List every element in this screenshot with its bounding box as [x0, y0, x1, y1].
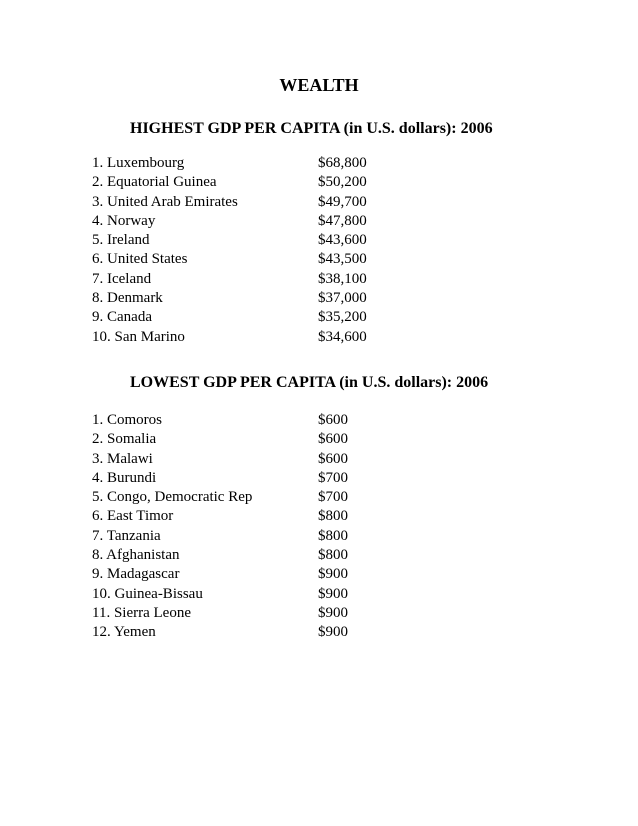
list-item	[92, 469, 492, 488]
gdp-value: $900	[318, 624, 348, 641]
gdp-value: $700	[318, 469, 348, 486]
gdp-value: $38,100	[318, 270, 367, 287]
list-item	[92, 585, 492, 604]
list-item	[92, 173, 492, 192]
country-name: 7. Iceland	[92, 270, 152, 287]
list-item	[92, 450, 492, 469]
list-item	[92, 270, 492, 289]
gdp-value: $800	[318, 508, 348, 525]
gdp-value: $800	[318, 547, 348, 564]
list-item	[92, 430, 492, 449]
gdp-value: $47,800	[318, 212, 367, 229]
gdp-value: $600	[318, 450, 348, 467]
gdp-value: $700	[318, 489, 348, 506]
list-item	[92, 250, 492, 269]
country-name: 5. Ireland	[92, 232, 150, 249]
gdp-value: $50,200	[318, 174, 367, 191]
gdp-value: $34,600	[318, 328, 367, 345]
list-item	[92, 488, 492, 507]
lowest-gdp-list	[92, 411, 492, 643]
country-name: 8. Afghanistan	[92, 547, 180, 564]
country-name: 11. Sierra Leone	[92, 604, 191, 621]
country-name: 6. East Timor	[92, 508, 174, 525]
gdp-value: $900	[318, 604, 348, 621]
country-name: 10. San Marino	[92, 328, 185, 345]
gdp-value: $43,600	[318, 232, 367, 249]
list-item	[92, 565, 492, 584]
gdp-value: $49,700	[318, 193, 367, 210]
country-name: 10. Guinea-Bissau	[92, 585, 203, 602]
list-item	[92, 546, 492, 565]
list-item	[92, 154, 492, 173]
country-name: 12. Yemen	[92, 624, 156, 641]
gdp-value: $68,800	[318, 155, 367, 171]
list-item	[92, 604, 492, 623]
gdp-value: $35,200	[318, 309, 367, 326]
list-item	[92, 308, 492, 327]
gdp-value: $600	[318, 412, 348, 428]
list-item	[92, 289, 492, 308]
list-item	[92, 328, 492, 347]
country-name: 1. Comoros	[92, 412, 163, 428]
lowest-gdp-heading: LOWEST GDP PER CAPITA (in U.S. dollars): 2006	[130, 374, 489, 391]
country-name: 3. Malawi	[92, 450, 153, 467]
list-item	[92, 623, 492, 642]
page-title: WEALTH	[279, 75, 359, 95]
country-name: 9. Madagascar	[92, 566, 180, 583]
gdp-value: $900	[318, 585, 348, 602]
list-item	[92, 411, 492, 430]
country-name: 6. United States	[92, 251, 188, 268]
country-name: 4. Norway	[92, 212, 156, 229]
country-name: 3. United Arab Emirates	[92, 193, 238, 210]
list-item	[92, 507, 492, 526]
gdp-value: $800	[318, 527, 348, 544]
gdp-value: $43,500	[318, 251, 367, 268]
gdp-value: $600	[318, 431, 348, 448]
country-name: 5. Congo, Democratic Rep	[92, 489, 253, 506]
list-item	[92, 231, 492, 250]
highest-gdp-list	[92, 154, 492, 347]
country-name: 2. Equatorial Guinea	[92, 174, 217, 191]
country-name: 8. Denmark	[92, 290, 163, 307]
list-item	[92, 193, 492, 212]
country-name: 9. Canada	[92, 309, 152, 326]
country-name: 2. Somalia	[92, 431, 157, 448]
list-item	[92, 212, 492, 231]
country-name: 7. Tanzania	[92, 527, 161, 544]
gdp-value: $37,000	[318, 290, 367, 307]
country-name: 1. Luxembourg	[92, 155, 185, 171]
list-item	[92, 527, 492, 546]
gdp-value: $900	[318, 566, 348, 583]
highest-gdp-heading: HIGHEST GDP PER CAPITA (in U.S. dollars): 2006	[130, 120, 493, 137]
country-name: 4. Burundi	[92, 469, 157, 486]
